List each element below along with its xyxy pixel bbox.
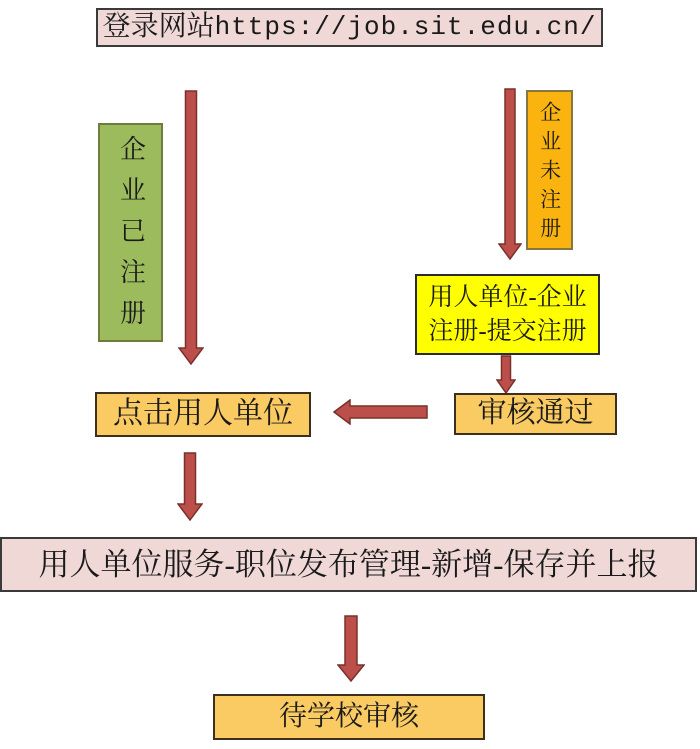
arrow-down-to-review-icon <box>496 355 516 394</box>
arrow-down-to-publish-icon <box>177 452 203 521</box>
branch-unregistered-box: 企业未注册 <box>526 90 573 250</box>
review-passed-box: 审核通过 <box>454 393 617 435</box>
arrow-left-to-click-employer-icon <box>333 399 428 425</box>
click-employer-box: 点击用人单位 <box>95 392 311 437</box>
register-submit-line2: 注册-提交注册 <box>428 317 587 345</box>
login-url-box <box>96 8 603 47</box>
arrow-down-to-await-review-icon <box>337 615 365 682</box>
arrow-down-registered-branch-icon <box>178 90 204 365</box>
branch-registered-box: 企业已注册 <box>98 123 163 342</box>
await-school-review-box: 待学校审核 <box>213 694 485 740</box>
arrow-down-unregistered-branch-icon <box>498 88 522 260</box>
register-submit-box <box>415 274 600 355</box>
register-submit-line1: 用人单位-企业 <box>428 283 587 311</box>
login-url-prefix: 登录网站 <box>102 11 215 43</box>
login-url-text: https://job.sit.edu.cn/ <box>214 11 597 42</box>
job-publish-box: 用人单位服务-职位发布管理-新增-保存并上报 <box>0 537 697 592</box>
